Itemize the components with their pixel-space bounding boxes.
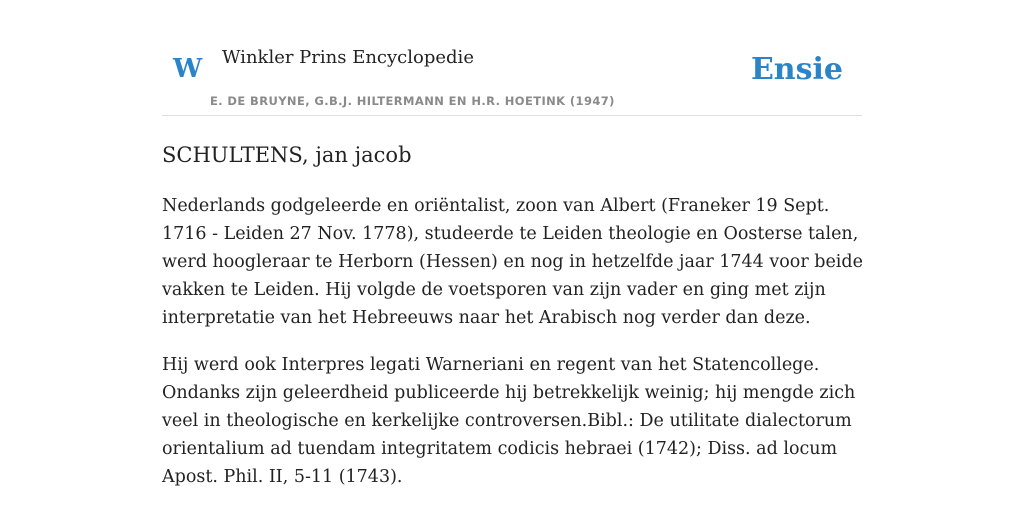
article-paragraph: Nederlands godgeleerde en oriëntalist, zoon van Albert (Franeker 19 Sept. 1716 - Leiden 27 Nov. 1778), studeerde te Leiden theologie en Oosterse talen, werd hoogleraar te Herborn (Hessen) en nog in hetzelfde jaar 1744 voor beide vakken te Leiden. Hij volgde de voetsporen van zijn vader en ging met zijn interpretatie van het Hebreeuws naar het Arabisch nog verder dan deze. [162,196,863,328]
ensie-logo[interactable]: Ensie [750,52,843,87]
article-body [162,192,866,510]
article-paragraph: Hij werd ook Interpres legati Warneriani en regent van het Statencollege. Ondanks zijn geleerdheid publiceerde hij betrekkelijk weinig; hij mengde zich veel in theologische en kerkelijke controversen.Bibl.: De utilitate dialectorum orientalium ad tuendam integritatem codicis hebraei (1742); Diss. ad locum Apost. Phil. II, 5-11 (1743). [162,355,856,487]
article-title: SCHULTENS, jan jacob [162,143,412,167]
winkler-prins-logo[interactable]: W [173,54,203,84]
encyclopedia-header [162,0,862,116]
publication-title[interactable]: Winkler Prins Encyclopedie [222,47,474,68]
publication-authors: E. DE BRUYNE, G.B.J. HILTERMANN EN H.R. HOETINK (1947) [210,94,615,108]
